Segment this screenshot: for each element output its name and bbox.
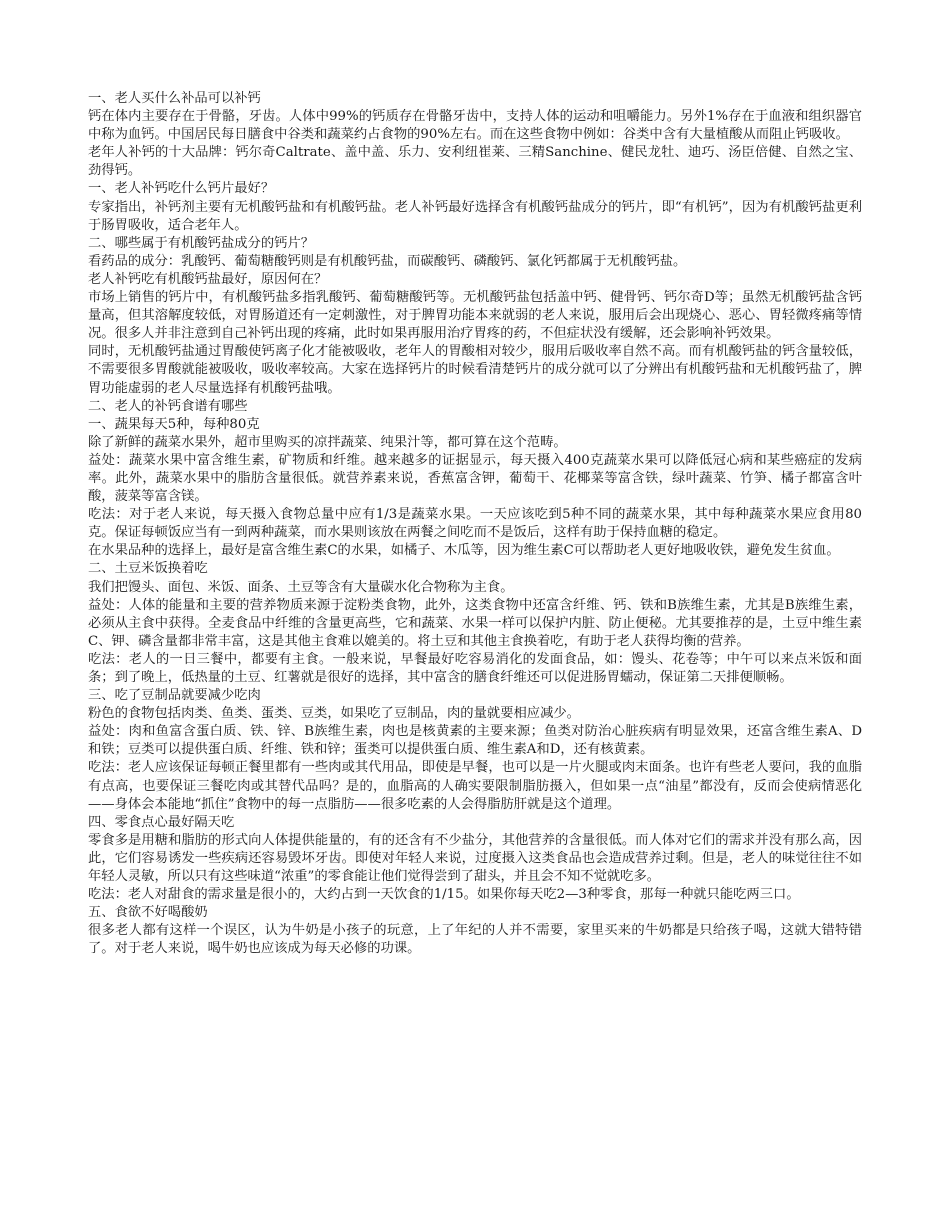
heading-vegetables-fruits: 一、蔬果每天5种，每种80克 (88, 416, 260, 432)
heading-why-organic: 老人补钙吃有机酸钙盐最好，原因何在？ (88, 271, 328, 287)
heading-yogurt: 五、食欲不好喝酸奶 (88, 905, 208, 921)
paragraph-vegetables-method: 吃法：对于老人来说，每天摄入食物总量中应有1/3是蔬菜水果。一天应该吃到5种不同的蔬菜水果，其中每种蔬菜水果应食用80克。保证每顿饭应当有一到两种蔬菜，而水果则该放在两餐之间吃而不是饭后，这样有助于保持血糖的稳定。 (88, 507, 862, 541)
paragraph-staple-foods: 我们把馒头、面包、米饭、面条、土豆等含有大量碳水化合物称为主食。 (88, 579, 514, 595)
paragraph-top-brands: 老年人补钙的十大品牌：钙尔奇Caltrate、盖中盖、乐力、安利纽崔莱、三精Sanchine、健民龙牡、迪巧、汤臣倍健、自然之宝、劲得钙。 (88, 145, 862, 179)
paragraph-meat-method: 吃法：老人应该保证每顿正餐里都有一些肉或其代用品，即使是早餐，也可以是一片火腿或肉末面条。也许有些老人要问，我的血脂有点高，也要保证三餐吃肉或其替代品吗？是的，血脂高的人确实要限制脂肪摄入，但如果一点“油星”都没有，反而会使病情恶化——身体会本能地“抓住”食物中的每一点脂肪——很多吃素的人会得脂肪肝就是这个道理。 (88, 760, 862, 812)
heading-recipes: 二、老人的补钙食谱有哪些 (88, 398, 248, 414)
heading-organic-calcium-salts: 二、哪些属于有机酸钙盐成分的钙片？ (88, 235, 315, 251)
paragraph-snacks-info: 零食多是用糖和脂肪的形式向人体提供能量的，有的还含有不少盐分，其他营养的含量很低。而人体对它们的需求并没有那么高，因此，它们容易诱发一些疾病还容易毁坏牙齿。即使对年轻人来说，过度摄入这类食品也会造成营养过剩。但是，老人的味觉往往不如年轻人灵敏，所以只有这些味道“浓重”的零食能让他们觉得尝到了甜头，并且会不知不觉就吃多。 (88, 832, 862, 885)
heading-best-calcium-tablet: 一、老人补钙吃什么钙片最好？ (88, 181, 275, 197)
paragraph-vegetables-scope: 除了新鲜的蔬菜水果外，超市里购买的凉拌蔬菜、纯果汁等，都可算在这个范畴。 (88, 434, 567, 450)
paragraph-snacks-method: 吃法：老人对甜食的需求量是很小的，大约占到一天饮食的1/15。如果你每天吃2—3种零食，那每一种就只能吃两三口。 (88, 887, 800, 903)
paragraph-ingredients: 看药品的成分：乳酸钙、葡萄糖酸钙则是有机酸钙盐，而碳酸钙、磷酸钙、氯化钙都属于无机酸钙盐。 (88, 253, 687, 269)
paragraph-absorption: 同时，无机酸钙盐通过胃酸使钙离子化才能被吸收，老年人的胃酸相对较少，服用后吸收率自然不高。而有机酸钙盐的钙含量较低，不需要很多胃酸就能被吸收，吸收率较高。大家在选择钙片的时候看清楚钙片的成分就可以了分辨出有机酸钙盐和无机酸钙盐了，脾胃功能虚弱的老人尽量选择有机酸钙盐哦。 (88, 344, 862, 396)
heading-soy-meat: 三、吃了豆制品就要减少吃肉 (88, 688, 261, 704)
paragraph-staple-method: 吃法：老人的一日三餐中，都要有主食。一般来说，早餐最好吃容易消化的发面食品，如：馒头、花卷等；中午可以来点米饭和面条；到了晚上，低热量的土豆、红薯就是很好的选择，其中富含的膳食纤维还可以促进肠胃蠕动，保证第二天排便顺畅。 (88, 651, 862, 685)
document-body (88, 90, 862, 959)
paragraph-market-tablets: 市场上销售的钙片中，有机酸钙盐多指乳酸钙、葡萄糖酸钙等。无机酸钙盐包括盖中钙、健骨钙、钙尔奇D等；虽然无机酸钙盐含钙量高，但其溶解度较低，对胃肠道还有一定刺激性，对于脾胃功能本来就弱的老人来说，服用后会出现烧心、恶心、胃轻微疼痛等情况。很多人并非注意到自己补钙出现的疼痛，此时如果再服用治疗胃疼的药，不但症状没有缓解，还会影响补钙效果。 (88, 290, 862, 342)
paragraph-fruit-choice: 在水果品种的选择上，最好是富含维生素C的水果，如橘子、木瓜等，因为维生素C可以帮助老人更好地吸收铁，避免发生贫血。 (88, 543, 840, 559)
paragraph-vegetables-benefits: 益处：蔬菜水果中富含维生素，矿物质和纤维。越来越多的证据显示，每天摄入400克蔬菜水果可以降低冠心病和某些癌症的发病率。此外，蔬菜水果中的脂肪含量很低。就营养素来说，香蕉富含钾，葡萄干、花椰菜等富含铁，绿叶蔬菜、竹笋、橘子都富含叶酸，菠菜等富含镁。 (88, 452, 862, 505)
heading-snacks: 四、零食点心最好隔天吃 (88, 814, 235, 830)
paragraph-calcium-intro: 钙在体内主要存在于骨骼，牙齿。人体中99%的钙质存在骨骼牙齿中，支持人体的运动和咀嚼能力。另外1%存在于血液和组织器官中称为血钙。中国居民每日膳食中谷类和蔬菜约占食物的90%左右。而在这些食物中例如：谷类中含有大量植酸从而阻止钙吸收。 (88, 109, 862, 143)
heading-potato-rice: 二、土豆米饭换着吃 (88, 561, 208, 577)
paragraph-staple-benefits: 益处：人体的能量和主要的营养物质来源于淀粉类食物，此外，这类食物中还富含纤维、钙、铁和B族维生素，尤其是B族维生素，必须从主食中获得。全麦食品中纤维的含量更高些，它和蔬菜、水果一样可以保护内脏、防止便秘。尤其要推荐的是，土豆中维生素C、钾、磷含量都非常丰富，这是其他主食难以媲美的。将土豆和其他主食换着吃，有助于老人获得均衡的营养。 (88, 597, 862, 649)
heading-what-supplements: 一、老人买什么补品可以补钙 (88, 91, 261, 106)
paragraph-meat-benefits: 益处：肉和鱼富含蛋白质、铁、锌、B族维生素，肉也是核黄素的主要来源；鱼类对防治心脏疾病有明显效果，还富含维生素A、D和铁；豆类可以提供蛋白质、纤维、铁和锌；蛋类可以提供蛋白质、维生素A和D，还有核黄素。 (88, 724, 862, 758)
paragraph-pink-foods: 粉色的食物包括肉类、鱼类、蛋类、豆类，如果吃了豆制品，肉的量就要相应减少。 (88, 706, 580, 722)
paragraph-milk-misconception: 很多老人都有这样一个误区，认为牛奶是小孩子的玩意，上了年纪的人并不需要，家里买来的牛奶都是只给孩子喝，这就大错特错了。对于老人来说，喝牛奶也应该成为每天必修的功课。 (88, 923, 862, 957)
paragraph-expert-advice: 专家指出，补钙剂主要有无机酸钙盐和有机酸钙盐。老人补钙最好选择含有机酸钙盐成分的钙片，即“有机钙”，因为有机酸钙盐更利于肠胃吸收，适合老年人。 (88, 199, 862, 233)
